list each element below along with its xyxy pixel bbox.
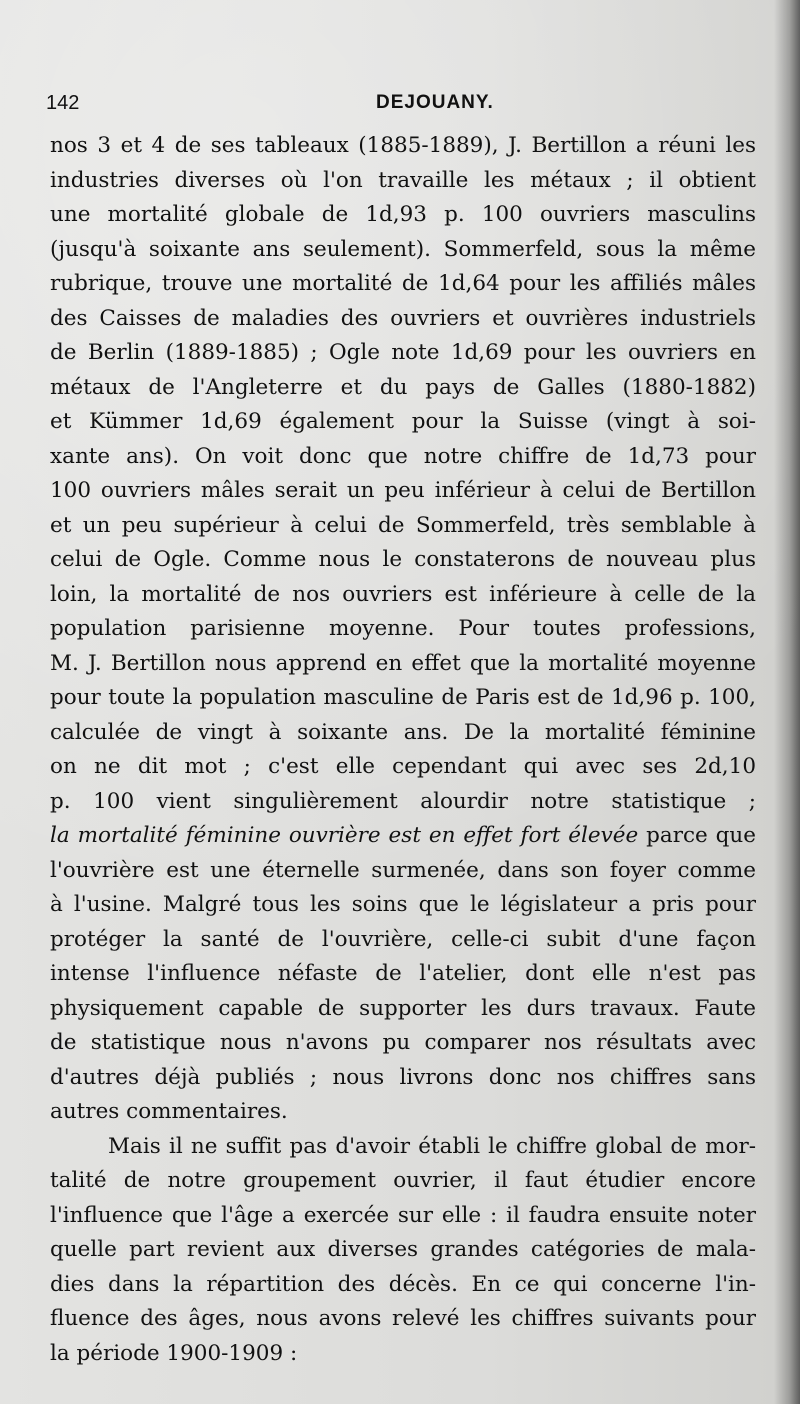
text-line: et Kümmer 1d,69 également pour la Suisse (vingt à soi- xyxy=(50,409,756,434)
text-line: métaux de l'Angleterre et du pays de Galles (1880-1882) xyxy=(50,374,756,400)
text-line: de Berlin (1889-1885) ; Ogle note 1d,69 pour les ouvriers en xyxy=(50,340,756,365)
text-line: rubrique, trouve une mortalité de 1d,64 pour les affiliés mâles xyxy=(50,271,756,296)
text-line: l'ouvrière est une éternelle surmenée, dans son foyer comme xyxy=(50,857,756,883)
text-line: de statistique nous n'avons pu comparer nos résultats avec xyxy=(50,1030,756,1055)
text-line: fluence des âges, nous avons relevé les chiffres suivants pour xyxy=(50,1306,756,1331)
text-line: industries diverses où l'on travaille les métaux ; il obtient xyxy=(50,167,756,193)
text-line: Mais il ne suffit pas d'avoir établi le chiffre global de mor- xyxy=(108,1133,756,1159)
text-line: quelle part revient aux diverses grandes catégories de mala- xyxy=(50,1237,756,1262)
line-continuation: parce que xyxy=(638,823,756,848)
text-line: calculée de vingt à soixante ans. De la mortalité féminine xyxy=(50,719,756,745)
text-line: autres commentaires. xyxy=(50,1099,288,1124)
text-line: on ne dit mot ; c'est elle cependant qui avec ses 2d,10 xyxy=(50,754,756,779)
text-line: celui de Ogle. Comme nous le constaterons de nouveau plus xyxy=(50,547,756,572)
text-line: 100 ouvriers mâles serait un peu inférieur à celui de Bertillon xyxy=(50,478,756,503)
text-line: nos 3 et 4 de ses tableaux (1885-1889), J. Bertillon a réuni les xyxy=(50,133,756,158)
text-line: p. 100 vient singulièrement alourdir notre statistique ; xyxy=(50,788,756,814)
text-line: d'autres déjà publiés ; nous livrons donc nos chiffres sans xyxy=(50,1064,756,1090)
body-text xyxy=(50,129,756,1371)
text-line: à l'usine. Malgré tous les soins que le législateur a pris pour xyxy=(50,892,756,917)
page-number: 142 xyxy=(46,92,80,114)
text-line: l'influence que l'âge a exercée sur elle : il faudra ensuite noter xyxy=(50,1202,756,1228)
text-line: loin, la mortalité de nos ouvriers est inférieure à celle de la xyxy=(50,581,756,607)
text-line: intense l'influence néfaste de l'atelier, dont elle n'est pas xyxy=(50,961,756,986)
text-line: la période 1900-1909 : xyxy=(50,1340,298,1366)
running-head: DEJOUANY. xyxy=(376,92,494,113)
text-line: des Caisses de maladies des ouvriers et ouvrières industriels xyxy=(50,305,756,331)
text-line: physiquement capable de supporter les durs travaux. Faute xyxy=(50,995,756,1021)
text-line: xante ans). On voit donc que notre chiffre de 1d,73 pour xyxy=(50,443,756,469)
page-header xyxy=(46,92,756,128)
text-line: et un peu supérieur à celui de Sommerfeld, très semblable à xyxy=(50,512,756,538)
text-line: protéger la santé de l'ouvrière, celle-ci subit d'une façon xyxy=(50,926,756,952)
text-line: talité de notre groupement ouvrier, il faut étudier encore xyxy=(50,1168,756,1193)
text-line: population parisienne moyenne. Pour toutes professions, xyxy=(50,616,756,641)
text-line: dies dans la répartition des décès. En ce qui concerne l'in- xyxy=(50,1271,756,1297)
text-line: pour toute la population masculine de Paris est de 1d,96 p. 100, xyxy=(50,685,756,710)
text-line: une mortalité globale de 1d,93 p. 100 ouvriers masculins xyxy=(50,202,756,227)
text-line: (jusqu'à soixante ans seulement). Sommerfeld, sous la même xyxy=(50,236,756,262)
italic-text-line xyxy=(50,819,756,854)
text-line: M. J. Bertillon nous apprend en effet que la mortalité moyenne xyxy=(50,650,756,676)
italic-phrase: la mortalité féminine ouvrière est en effet fort élevée xyxy=(50,823,639,848)
